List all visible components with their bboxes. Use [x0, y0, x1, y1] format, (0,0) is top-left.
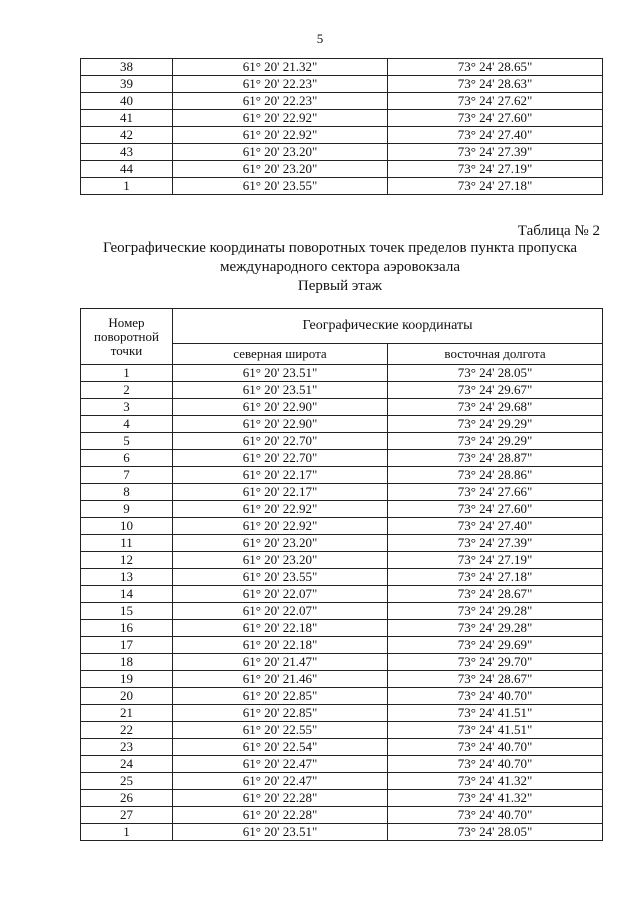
table-row — [81, 382, 603, 399]
point-number-cell: 24 — [81, 756, 173, 773]
longitude-cell: 73° 24' 40.70" — [388, 807, 603, 824]
latitude-cell: 61° 20' 22.90" — [173, 399, 388, 416]
table-row — [81, 552, 603, 569]
longitude-cell: 73° 24' 28.67" — [388, 586, 603, 603]
latitude-cell: 61° 20' 23.55" — [173, 178, 388, 195]
table-row — [81, 620, 603, 637]
point-number-cell: 40 — [81, 93, 173, 110]
table-row — [81, 824, 603, 841]
point-number-cell: 10 — [81, 518, 173, 535]
latitude-cell: 61° 20' 22.54" — [173, 739, 388, 756]
latitude-cell: 61° 20' 22.47" — [173, 773, 388, 790]
table-row — [81, 569, 603, 586]
longitude-cell: 73° 24' 28.87" — [388, 450, 603, 467]
point-number-cell: 7 — [81, 467, 173, 484]
point-number-cell: 2 — [81, 382, 173, 399]
longitude-cell: 73° 24' 27.39" — [388, 535, 603, 552]
table-row — [81, 450, 603, 467]
point-number-cell: 11 — [81, 535, 173, 552]
latitude-cell: 61° 20' 22.90" — [173, 416, 388, 433]
longitude-cell: 73° 24' 28.86" — [388, 467, 603, 484]
latitude-cell: 61° 20' 22.47" — [173, 756, 388, 773]
longitude-cell: 73° 24' 41.51" — [388, 705, 603, 722]
table-title-line-2: международного сектора аэровокзала — [220, 259, 460, 275]
table-row — [81, 637, 603, 654]
table-row — [81, 76, 603, 93]
latitude-cell: 61° 20' 21.46" — [173, 671, 388, 688]
table-row — [81, 110, 603, 127]
point-number-cell: 38 — [81, 59, 173, 76]
latitude-cell: 61° 20' 23.20" — [173, 144, 388, 161]
point-number-cell: 23 — [81, 739, 173, 756]
point-number-cell: 15 — [81, 603, 173, 620]
table-subtitle-floor: Первый этаж — [297, 278, 383, 294]
table-row — [81, 688, 603, 705]
point-number-cell: 1 — [81, 365, 173, 382]
table-row — [81, 399, 603, 416]
continuation-table-body — [81, 59, 603, 195]
point-number-cell: 1 — [81, 178, 173, 195]
longitude-cell: 73° 24' 29.29" — [388, 416, 603, 433]
point-number-cell: 13 — [81, 569, 173, 586]
longitude-cell: 73° 24' 29.70" — [388, 654, 603, 671]
latitude-cell: 61° 20' 22.18" — [173, 637, 388, 654]
point-number-cell: 25 — [81, 773, 173, 790]
point-number-cell: 20 — [81, 688, 173, 705]
table-row — [81, 705, 603, 722]
table-row — [81, 603, 603, 620]
table-row — [81, 671, 603, 688]
table-row — [81, 722, 603, 739]
header-point-number: Номер поворотной точки — [81, 309, 173, 365]
point-number-cell: 3 — [81, 399, 173, 416]
longitude-cell: 73° 24' 27.19" — [388, 161, 603, 178]
point-number-cell: 4 — [81, 416, 173, 433]
table-row — [81, 178, 603, 195]
latitude-cell: 61° 20' 21.47" — [173, 654, 388, 671]
header-geographic-coordinates: Географические координаты — [173, 309, 603, 344]
latitude-cell: 61° 20' 22.23" — [173, 76, 388, 93]
point-number-cell: 18 — [81, 654, 173, 671]
table-row — [81, 501, 603, 518]
latitude-cell: 61° 20' 22.92" — [173, 110, 388, 127]
latitude-cell: 61° 20' 22.85" — [173, 705, 388, 722]
longitude-cell: 73° 24' 29.28" — [388, 603, 603, 620]
coordinates-table-continuation — [80, 58, 603, 195]
table-row — [81, 773, 603, 790]
longitude-cell: 73° 24' 27.66" — [388, 484, 603, 501]
latitude-cell: 61° 20' 22.92" — [173, 501, 388, 518]
point-number-cell: 27 — [81, 807, 173, 824]
table-row — [81, 790, 603, 807]
first-floor-table-body — [81, 365, 603, 841]
latitude-cell: 61° 20' 22.18" — [173, 620, 388, 637]
latitude-cell: 61° 20' 21.32" — [173, 59, 388, 76]
longitude-cell: 73° 24' 28.63" — [388, 76, 603, 93]
table-row — [81, 535, 603, 552]
latitude-cell: 61° 20' 22.92" — [173, 518, 388, 535]
longitude-cell: 73° 24' 41.51" — [388, 722, 603, 739]
latitude-cell: 61° 20' 22.85" — [173, 688, 388, 705]
point-number-cell: 17 — [81, 637, 173, 654]
table-row — [81, 467, 603, 484]
table-row — [81, 59, 603, 76]
longitude-cell: 73° 24' 41.32" — [388, 790, 603, 807]
table-row — [81, 127, 603, 144]
latitude-cell: 61° 20' 22.07" — [173, 603, 388, 620]
table-row — [81, 484, 603, 501]
table-row — [81, 144, 603, 161]
point-number-cell: 6 — [81, 450, 173, 467]
longitude-cell: 73° 24' 28.05" — [388, 365, 603, 382]
longitude-cell: 73° 24' 27.60" — [388, 501, 603, 518]
latitude-cell: 61° 20' 22.17" — [173, 484, 388, 501]
longitude-cell: 73° 24' 29.69" — [388, 637, 603, 654]
header-east-longitude: восточная долгота — [388, 344, 603, 365]
table-row — [81, 739, 603, 756]
latitude-cell: 61° 20' 23.51" — [173, 824, 388, 841]
longitude-cell: 73° 24' 40.70" — [388, 739, 603, 756]
point-number-cell: 9 — [81, 501, 173, 518]
longitude-cell: 73° 24' 29.68" — [388, 399, 603, 416]
longitude-cell: 73° 24' 27.18" — [388, 569, 603, 586]
point-number-cell: 39 — [81, 76, 173, 93]
table-row — [81, 807, 603, 824]
longitude-cell: 73° 24' 29.28" — [388, 620, 603, 637]
point-number-cell: 5 — [81, 433, 173, 450]
latitude-cell: 61° 20' 22.28" — [173, 807, 388, 824]
latitude-cell: 61° 20' 23.20" — [173, 535, 388, 552]
latitude-cell: 61° 20' 22.92" — [173, 127, 388, 144]
longitude-cell: 73° 24' 40.70" — [388, 688, 603, 705]
longitude-cell: 73° 24' 27.18" — [388, 178, 603, 195]
latitude-cell: 61° 20' 23.20" — [173, 161, 388, 178]
point-number-cell: 43 — [81, 144, 173, 161]
point-number-cell: 26 — [81, 790, 173, 807]
latitude-cell: 61° 20' 22.28" — [173, 790, 388, 807]
table-row — [81, 433, 603, 450]
longitude-cell: 73° 24' 28.67" — [388, 671, 603, 688]
table-row — [81, 586, 603, 603]
point-number-cell: 41 — [81, 110, 173, 127]
header-north-latitude: северная широта — [173, 344, 388, 365]
table-row — [81, 161, 603, 178]
point-number-cell: 14 — [81, 586, 173, 603]
latitude-cell: 61° 20' 22.70" — [173, 450, 388, 467]
point-number-cell: 44 — [81, 161, 173, 178]
longitude-cell: 73° 24' 28.05" — [388, 824, 603, 841]
table-label: Таблица № 2 — [517, 223, 600, 239]
page-number: 5 — [316, 31, 324, 46]
point-number-cell: 8 — [81, 484, 173, 501]
latitude-cell: 61° 20' 22.55" — [173, 722, 388, 739]
longitude-cell: 73° 24' 27.62" — [388, 93, 603, 110]
point-number-cell: 22 — [81, 722, 173, 739]
longitude-cell: 73° 24' 29.67" — [388, 382, 603, 399]
latitude-cell: 61° 20' 23.51" — [173, 382, 388, 399]
longitude-cell: 73° 24' 29.29" — [388, 433, 603, 450]
latitude-cell: 61° 20' 22.17" — [173, 467, 388, 484]
longitude-cell: 73° 24' 40.70" — [388, 756, 603, 773]
latitude-cell: 61° 20' 23.20" — [173, 552, 388, 569]
latitude-cell: 61° 20' 22.70" — [173, 433, 388, 450]
point-number-cell: 21 — [81, 705, 173, 722]
point-number-cell: 42 — [81, 127, 173, 144]
longitude-cell: 73° 24' 27.60" — [388, 110, 603, 127]
point-number-cell: 1 — [81, 824, 173, 841]
longitude-cell: 73° 24' 27.19" — [388, 552, 603, 569]
point-number-cell: 12 — [81, 552, 173, 569]
table-row — [81, 416, 603, 433]
longitude-cell: 73° 24' 27.40" — [388, 127, 603, 144]
point-number-cell: 19 — [81, 671, 173, 688]
table-row — [81, 756, 603, 773]
coordinates-table-first-floor — [80, 308, 603, 841]
table-row — [81, 518, 603, 535]
latitude-cell: 61° 20' 22.23" — [173, 93, 388, 110]
longitude-cell: 73° 24' 28.65" — [388, 59, 603, 76]
latitude-cell: 61° 20' 23.51" — [173, 365, 388, 382]
longitude-cell: 73° 24' 41.32" — [388, 773, 603, 790]
table-row — [81, 654, 603, 671]
longitude-cell: 73° 24' 27.39" — [388, 144, 603, 161]
table-title-line-1: Географические координаты поворотных точек пределов пункта пропуска — [102, 240, 578, 256]
point-number-cell: 16 — [81, 620, 173, 637]
table-row — [81, 365, 603, 382]
latitude-cell: 61° 20' 23.55" — [173, 569, 388, 586]
longitude-cell: 73° 24' 27.40" — [388, 518, 603, 535]
table-row — [81, 93, 603, 110]
latitude-cell: 61° 20' 22.07" — [173, 586, 388, 603]
